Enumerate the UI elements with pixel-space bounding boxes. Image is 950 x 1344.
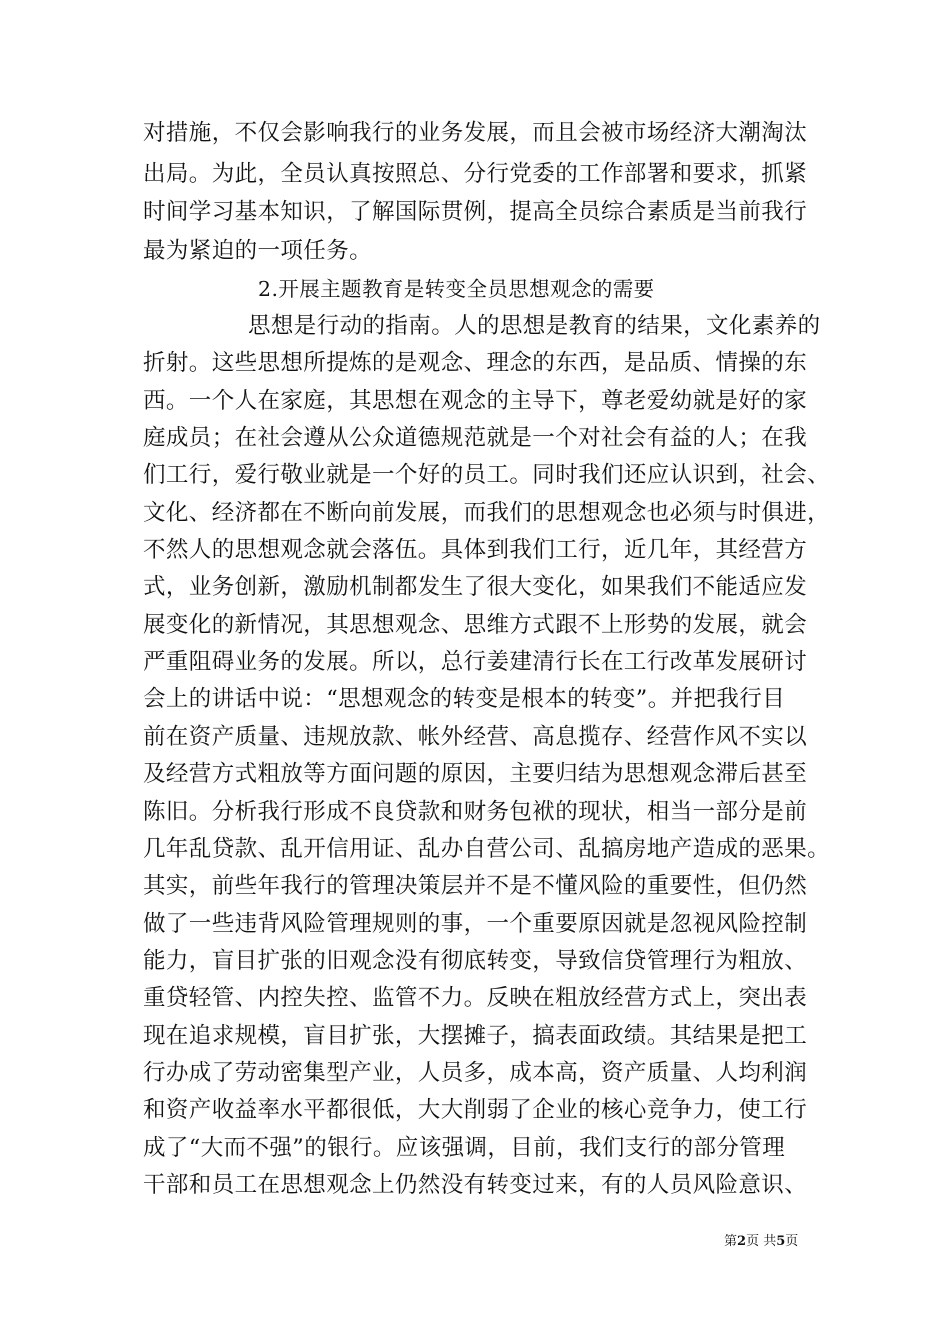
body-line-2: 出局。为此，全员认真按照总、分行党委的工作部署和要求，抓紧 [143, 161, 808, 187]
body-line-9: 庭成员；在社会遵从公众道德规范就是一个对社会有益的人；在我 [143, 425, 808, 451]
body-line-8: 西。一个人在家庭，其思想在观念的主导下，尊老爱幼就是好的家 [143, 388, 808, 414]
footer-prefix: 第 [724, 1234, 738, 1249]
body-line-17: 前在资产质量、违规放款、帐外经营、高息揽存、经营作风不实以 [143, 724, 808, 750]
body-line-14: 展变化的新情况，其思想观念、思维方式跟不上形势的发展，就会 [143, 612, 808, 638]
body-line-13: 式，业务创新，激励机制都发生了很大变化，如果我们不能适应发 [143, 574, 808, 600]
footer-current-page: 2 [737, 1234, 747, 1249]
body-line-6: 思想是行动的指南。人的思想是教育的结果，文化素养的 [248, 313, 821, 339]
section-heading: 2.开展主题教育是转变全员思想观念的需要 [258, 277, 655, 301]
body-line-19: 陈旧。分析我行形成不良贷款和财务包袱的现状，相当一部分是前 [143, 799, 808, 825]
body-line-24: 重贷轻管、内控失控、监管不力。反映在粗放经营方式上，突出表 [143, 985, 808, 1011]
body-line-11: 文化、经济都在不断向前发展，而我们的思想观念也必须与时俱进， [143, 500, 831, 526]
body-line-26: 行办成了劳动密集型产业，人员多，成本高，资产质量、人均利润 [143, 1060, 808, 1086]
body-line-3: 时间学习基本知识，了解国际贯例，提高全员综合素质是当前我行 [143, 199, 808, 225]
body-line-29: 干部和员工在思想观念上仍然没有转变过来，有的人员风险意识、 [143, 1172, 808, 1198]
body-line-28: 成了“大而不强”的银行。应该强调，目前，我们支行的部分管理 [143, 1135, 786, 1161]
body-line-15: 严重阻碍业务的发展。所以，总行姜建清行长在工行改革发展研讨 [143, 649, 808, 675]
body-line-18: 及经营方式粗放等方面问题的原因，主要归结为思想观念滞后甚至 [143, 761, 808, 787]
body-line-7: 折射。这些思想所提炼的是观念、理念的东西，是品质、情操的东 [143, 350, 808, 376]
body-line-21: 其实，前些年我行的管理决策层并不是不懂风险的重要性，但仍然 [143, 873, 808, 899]
body-line-12: 不然人的思想观念就会落伍。具体到我们工行，近几年，其经营方 [143, 537, 808, 563]
body-line-10: 们工行，爱行敬业就是一个好的员工。同时我们还应认识到，社会、 [143, 462, 831, 488]
page-footer [724, 1234, 798, 1250]
body-line-20: 几年乱贷款、乱开信用证、乱办自营公司、乱搞房地产造成的恶果。 [143, 836, 831, 862]
body-line-22: 做了一些违背风险管理规则的事，一个重要原因就是忽视风险控制 [143, 911, 808, 937]
body-line-27: 和资产收益率水平都很低，大大削弱了企业的核心竞争力，使工行 [143, 1097, 808, 1123]
body-line-4: 最为紧迫的一项任务。 [143, 238, 373, 264]
footer-total-pages: 5 [776, 1234, 786, 1249]
body-line-23: 能力，盲目扩张的旧观念没有彻底转变，导致信贷管理行为粗放、 [143, 948, 808, 974]
body-line-25: 现在追求规模，盲目扩张，大摆摊子，搞表面政绩。其结果是把工 [143, 1023, 808, 1049]
footer-suffix: 页 [785, 1234, 799, 1249]
footer-middle: 页 共 [746, 1234, 777, 1249]
body-line-16: 会上的讲话中说：“思想观念的转变是根本的转变”。并把我行目 [143, 686, 786, 712]
body-line-1: 对措施，不仅会影响我行的业务发展，而且会被市场经济大潮淘汰 [143, 120, 808, 146]
